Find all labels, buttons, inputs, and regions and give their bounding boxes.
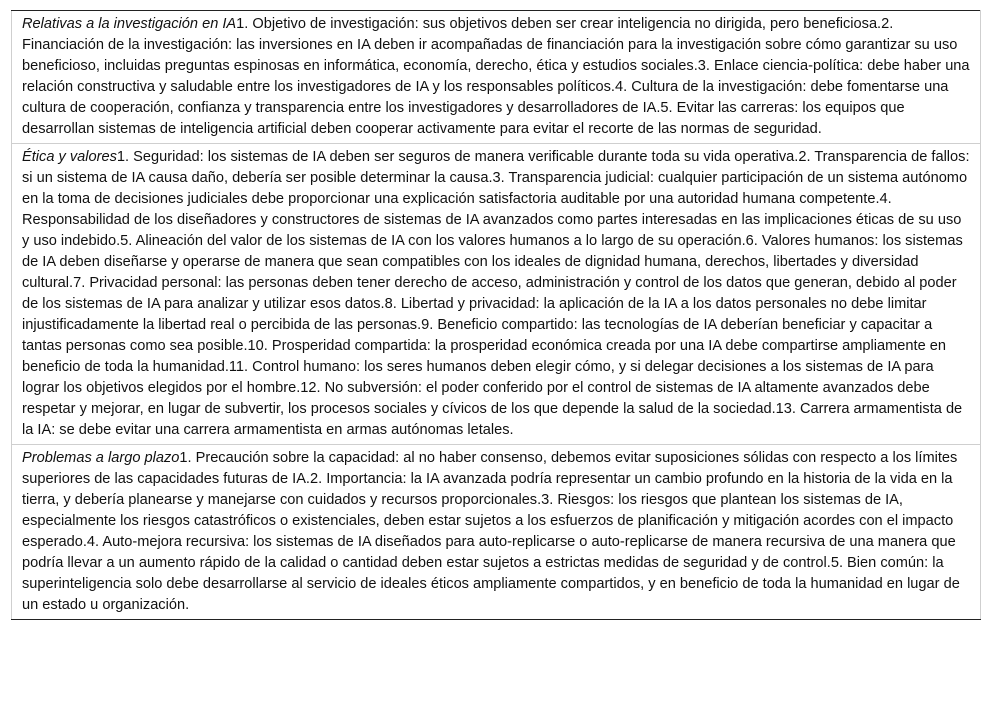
table-cell xyxy=(12,144,981,445)
principles-text: 1. Objetivo de investigación: sus objetivos deben ser crear inteligencia no dirigida, pero beneficiosa.2. Financiación de la investigación: las inversiones en IA deben ir acompañadas de financiación para la investigación sobre cómo garantizar su uso beneficioso, incluidas preguntas espinosas en informática, economía, derecho, ética y estudios sociales.3. Enlace ciencia-política: debe haber una relación constructiva y saludable entre los investigadores de IA y los responsables políticos.4. Cultura de la investigación: debe fomentarse una cultura de cooperación, confianza y transparencia entre los investigadores y desarrolladores de IA.5. Evitar las carreras: los equipos que desarrollan sistemas de inteligencia artificial deben cooperar activamente para evitar el recorte de las normas de seguridad. xyxy=(22,16,970,137)
table-row xyxy=(12,445,981,620)
principles-text: 1. Precaución sobre la capacidad: al no haber consenso, debemos evitar suposiciones sólidas con respecto a los límites superiores de las capacidades futuras de IA.2. Importancia: la IA avanzada podría representar un cambio profundo en la historia de la vida en la tierra, y debería planearse y manejarse con cuidados y recursos proporcionales.3. Riesgos: los riesgos que plantean los sistemas de IA, especialmente los riesgos catastróficos o existenciales, deben estar sujetos a los esfuerzos de planificación y mitigación acordes con el impacto esperado.4. Auto-mejora recursiva: los sistemas de IA diseñados para auto-replicarse o auto-replicarse de manera recursiva de una manera que podría llevar a un aumento rápido de la calidad o cantidad deben estar sujetos a estrictas medidas de seguridad y de control.5. Bien común: la superinteligencia solo debe desarrollarse al servicio de ideales éticos ampliamente compartidos, y en beneficio de toda la humanidad en lugar de un estado u organización. xyxy=(22,450,960,613)
principles-text: 1. Seguridad: los sistemas de IA deben ser seguros de manera verificable durante toda su vida operativa.2. Transparencia de fallos: si un sistema de IA causa daño, debería ser posible determinar la causa.3. Transparencia judicial: cualquier participación de un sistema autónomo en la toma de decisiones judiciales debe proporcionar una explicación satisfactoria auditable por una autoridad humana competente.4. Responsabilidad de los diseñadores y constructores de sistemas de IA avanzados como partes interesadas en las implicaciones éticas de su uso y uso indebido.5. Alineación del valor de los sistemas de IA con los valores humanos a lo largo de su operación.6. Valores humanos: los sistemas de IA deben diseñarse y operarse de manera que sean compatibles con los ideales de dignidad humana, derechos, libertades y diversidad cultural.7. Privacidad personal: las personas deben tener derecho de acceso, administración y control de los datos que generan, debido al poder de los sistemas de IA para analizar y utilizar esos datos.8. Libertad y privacidad: la aplicación de la IA a los datos personales no debe limitar injustificadamente la libertad real o percibida de las personas.9. Beneficio compartido: las tecnologías de IA deberían beneficiar y capacitar a tantas personas como sea posible.10. Prosperidad compartida: la prosperidad económica creada por una IA debe compartirse ampliamente en beneficio de toda la humanidad.11. Control humano: los seres humanos deben elegir cómo, y si delegar decisiones a los sistemas de IA para lograr los objetivos elegidos por el hombre.12. No subversión: el poder conferido por el control de sistemas de IA altamente avanzados debe respetar y mejorar, en lugar de subvertir, los procesos sociales y cívicos de los que depende la salud de la sociedad.13. Carrera armamentista de la IA: se debe evitar una carrera armamentista en armas autónomas letales. xyxy=(22,149,970,438)
table-row xyxy=(12,11,981,144)
category-label: Problemas a largo plazo xyxy=(22,450,180,466)
principles-table xyxy=(11,10,981,620)
category-label: Ética y valores xyxy=(22,149,117,165)
category-label: Relativas a la investigación en IA xyxy=(22,16,237,32)
table-cell xyxy=(12,11,981,144)
table-row xyxy=(12,144,981,445)
table-cell xyxy=(12,445,981,620)
